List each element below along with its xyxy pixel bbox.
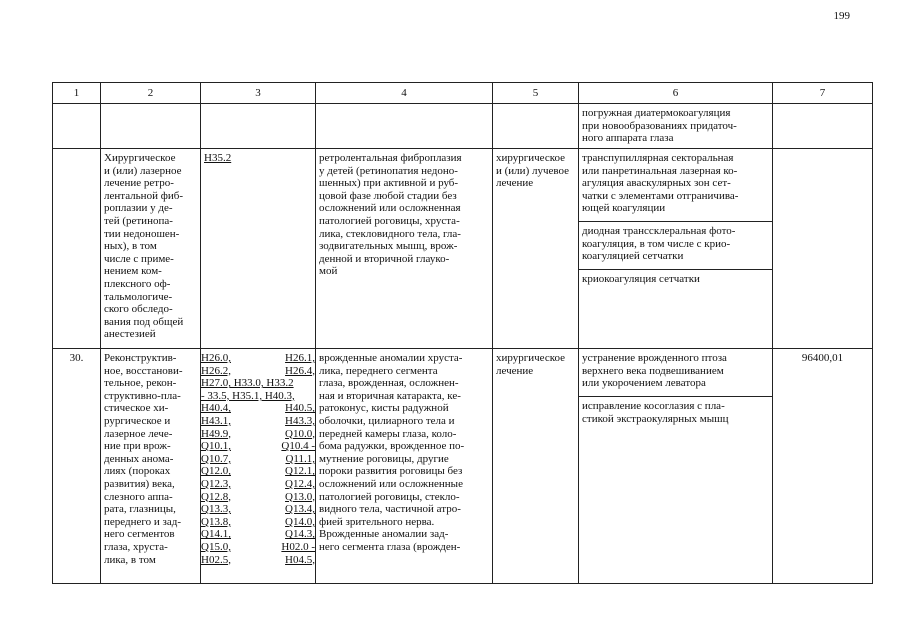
icd-code: Q15.0, [201, 540, 231, 553]
icd-code: H43.1, [201, 414, 231, 427]
icd-code: H04.5, [285, 553, 315, 566]
icd-code: Q14.1, [201, 528, 231, 541]
icd-code-list [201, 352, 315, 566]
table-row [53, 349, 873, 584]
icd-code: H26.0, [201, 352, 231, 364]
treatment-cell [493, 104, 579, 149]
code-cell [201, 104, 316, 149]
num-cell [53, 349, 101, 584]
icd-code: Q13.0, [285, 490, 315, 503]
treatment-cell [493, 349, 579, 584]
icd-code: Q13.4, [285, 503, 315, 516]
icd-code-line [201, 365, 315, 378]
icd-code-line [201, 428, 315, 441]
icd-code: H26.4, [285, 364, 315, 377]
table-row [53, 149, 873, 349]
icd-code: Q13.3, [201, 503, 231, 516]
model-cell [316, 149, 493, 349]
icd-code: H02.0 - [281, 540, 315, 553]
icd-code-line [201, 453, 315, 466]
header-cell: 3 [201, 83, 316, 104]
icd-code-line [201, 503, 315, 516]
icd-code-line [201, 541, 315, 554]
icd-code: Q10.0, [285, 427, 315, 440]
num-cell [53, 149, 101, 349]
icd-code: Q14.3, [285, 528, 315, 541]
treatment-type: хирургическое лечение [496, 352, 566, 377]
price-value: 96400,01 [801, 352, 844, 364]
header-cell: 6 [579, 83, 773, 104]
code-cell [201, 149, 316, 349]
icd-code: Q13.8, [201, 515, 231, 528]
icd-code: H43.3, [285, 414, 315, 427]
icd-code: Q12.8, [201, 490, 231, 503]
icd-code-line [201, 516, 315, 529]
icd-code-line [201, 402, 315, 415]
icd-code: Q10.7, [201, 452, 231, 465]
icd-code: H26.1, [285, 352, 315, 364]
intervention-name: Реконструктив- ное, восстанови- тельное, рекон- структивно-пла- стическое хи- рургическое и лазерное лече- ние при врож- денных анома- лиях (пороках развития) века, слезного аппа- рата, глазницы, переднего и зад- него сегментов глаза, хруста- лика, в том [104, 352, 183, 566]
method-cell [579, 104, 773, 149]
icd-code: H40.5, [285, 402, 315, 415]
icd-code: H27.0, H33.0, H33.2 [201, 377, 294, 390]
icd-code: H35.2 [204, 152, 232, 164]
icd-code: H40.4, [201, 402, 231, 415]
icd-code-line [201, 352, 315, 365]
header-row [53, 83, 873, 104]
treatment-cell [493, 149, 579, 349]
medical-care-table [52, 82, 873, 584]
icd-code-line [201, 528, 315, 541]
header-cell: 2 [101, 83, 201, 104]
icd-code: H02.5, [201, 553, 231, 566]
name-cell [101, 149, 201, 349]
intervention-name: Хирургическое и (или) лазерное лечение ретро- лентальной фиб- роплазии у де- тей (ретинопа- тии недоношен- ных), в том числе с приме- нением ком- плексного оф- тальмологиче- ского обследо- вания под общей анестезией [104, 152, 184, 341]
method-text: транспупиллярная секторальная или панретинальная лазерная ко- агуляция аваскулярных зон сет- чатки с элементами отграничива- ющей коагуляции [579, 149, 772, 222]
treatment-type: хирургическое и (или) лучевое лечение [496, 152, 570, 190]
method-cell [579, 349, 773, 584]
icd-code: - 33.5, H35.1, H40.3, [201, 389, 295, 402]
icd-code-line [201, 465, 315, 478]
model-cell [316, 104, 493, 149]
icd-code: H49.9, [201, 427, 231, 440]
icd-code-line [201, 377, 315, 390]
header-cell: 7 [773, 83, 873, 104]
icd-code: Q12.1, [285, 465, 315, 478]
method-text: устранение врожденного птоза верхнего века подвешиванием или укорочением леватора [579, 349, 772, 397]
name-cell [101, 104, 201, 149]
method-text: криокоагуляция сетчатки [582, 273, 700, 285]
method-text: диодная транссклеральная фото- коагуляция, в том числе с крио- коагуляцией сетчатки [579, 222, 772, 270]
continuation-row [53, 104, 873, 149]
price-cell [773, 149, 873, 349]
method-text: погружная диатермокоагуляция при новообразованиях придаточ- ного аппарата глаза [582, 107, 737, 145]
header-cell: 4 [316, 83, 493, 104]
icd-code: Q10.1, [201, 440, 231, 453]
icd-code: Q12.4, [285, 477, 315, 490]
name-cell [101, 349, 201, 584]
code-cell [201, 349, 316, 584]
icd-code: Q11.1, [285, 452, 315, 465]
icd-code: Q12.0, [201, 465, 231, 478]
icd-code-line [201, 478, 315, 491]
icd-code: Q14.0, [285, 515, 315, 528]
icd-code-line [201, 491, 315, 504]
page-number: 199 [833, 10, 850, 22]
header-cell: 5 [493, 83, 579, 104]
header-cell: 1 [53, 83, 101, 104]
model-cell [316, 349, 493, 584]
price-cell [773, 104, 873, 149]
patient-model: врожденные аномалии хруста- лика, переднего сегмента глаза, врожденная, осложнен- ная и вторичная катаракта, ке- ратоконус, кисты радужной оболочки, цилиарного тела и передней камеры глаза, коло- бома радужки, врожденное по- мутнение роговицы, другие пороки развития роговицы без осложнений или осложненные патологией роговицы, стекло- видного тела, частичной атро- фией зрительного нерва. Врожденные аномалии зад- него сегмента глаза (врожден- [319, 352, 465, 553]
icd-code-line [201, 415, 315, 428]
icd-code-line [201, 440, 315, 453]
price-cell [773, 349, 873, 584]
icd-code-line [201, 390, 315, 403]
icd-code: H26.2, [201, 364, 231, 377]
icd-code: Q10.4 - [281, 440, 315, 453]
method-cell [579, 149, 773, 349]
num-cell [53, 104, 101, 149]
icd-code-line [201, 554, 315, 567]
method-text: исправление косоглазия с пла- стикой экстраокулярных мышц [582, 400, 729, 425]
patient-model: ретролентальная фиброплазия у детей (ретинопатия недоно- шенных) при активной и руб- цовой фазе любой стадии без осложнений или осложненная патологией роговицы, хруста- лика, стекловидного тела, гла- зодвигательных мышц, врож- денной и вторичной глауко- мой [319, 152, 462, 278]
row-number: 30. [69, 352, 84, 364]
icd-code: Q12.3, [201, 477, 231, 490]
